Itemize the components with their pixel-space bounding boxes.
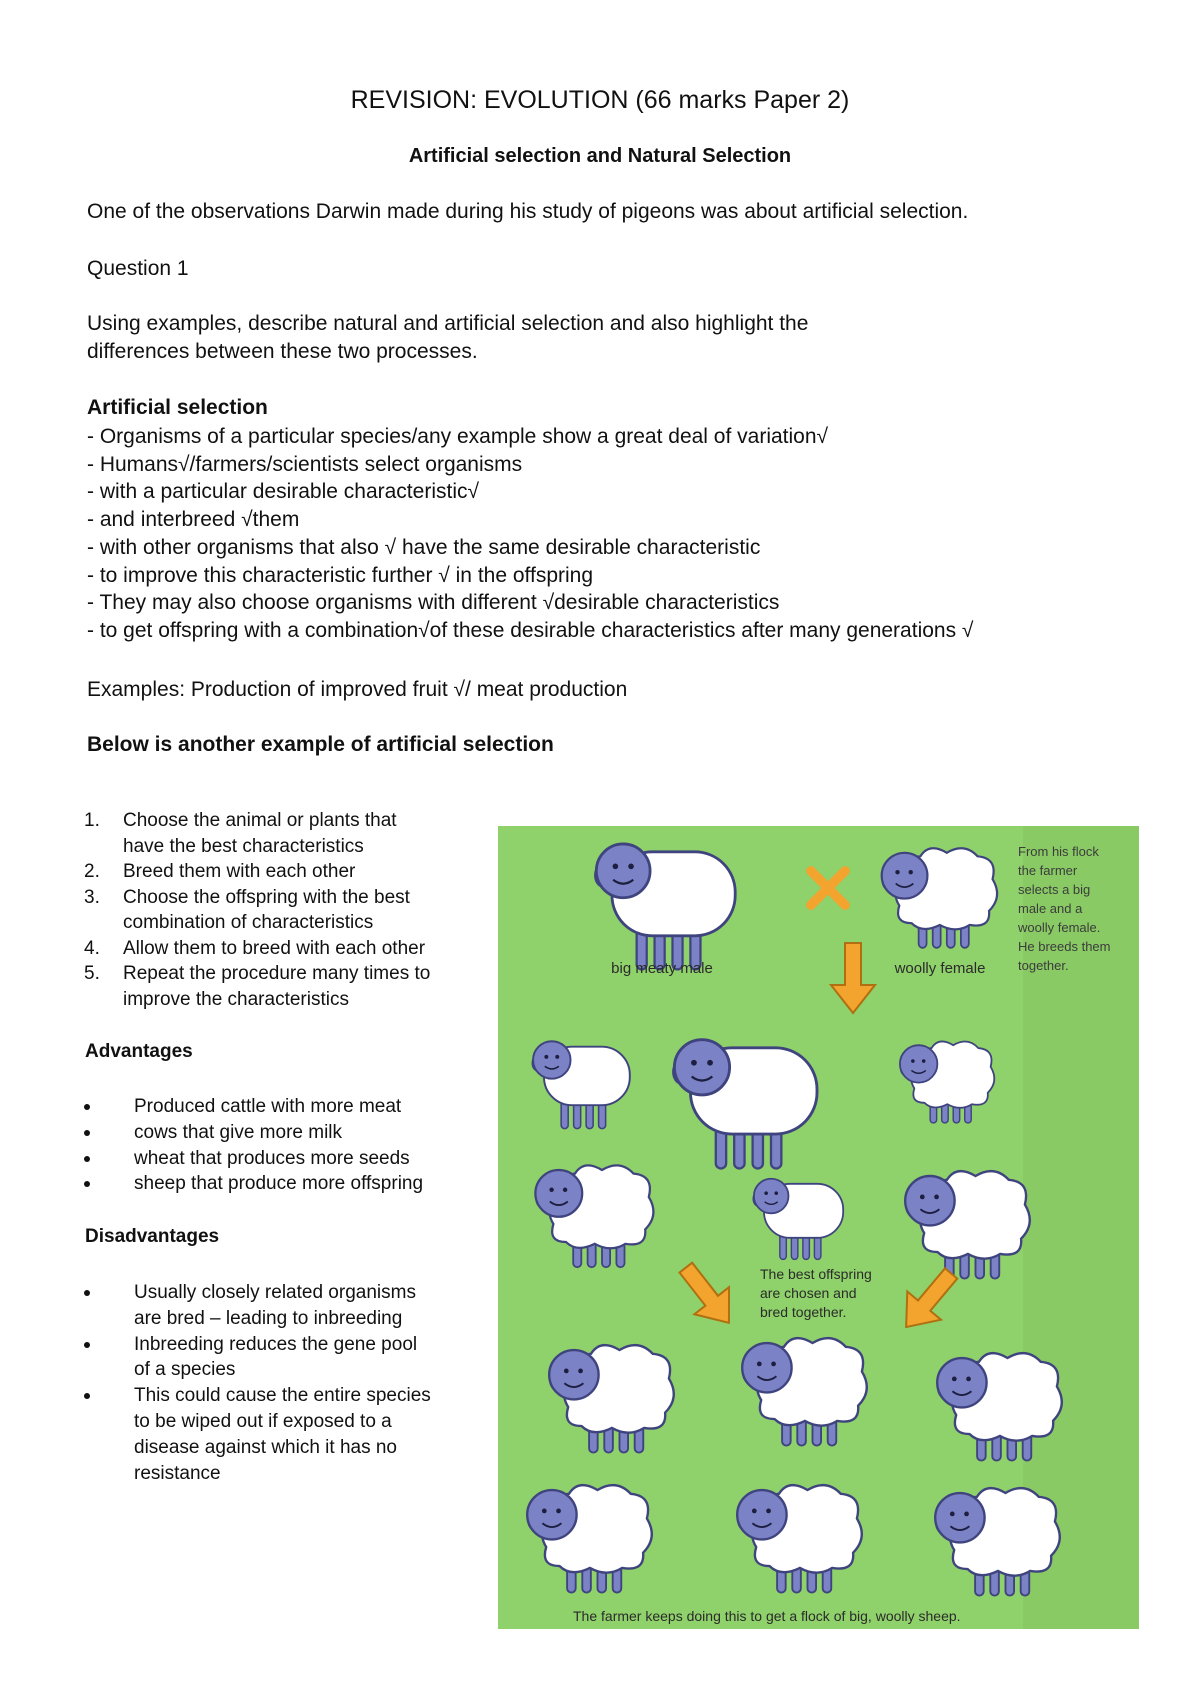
disadvantage-item xyxy=(84,1383,484,1486)
steps-list xyxy=(84,808,504,1012)
bullet-icon xyxy=(84,1393,90,1399)
step-item xyxy=(84,936,504,962)
advantage-text: wheat that produces more seeds xyxy=(134,1147,410,1169)
best-offspring-line: bred together. xyxy=(760,1304,847,1320)
question-line-1: Using examples, describe natural and artificial selection and also highlight the xyxy=(87,312,809,335)
page-title: REVISION: EVOLUTION (66 marks Paper 2) xyxy=(350,86,850,114)
step-number: 1. xyxy=(84,810,100,831)
point-line: - Organisms of a particular species/any example show a great deal of variation√ xyxy=(87,425,829,448)
disadvantage-text: Usually closely related organisms xyxy=(134,1282,416,1303)
step-text: have the best characteristics xyxy=(123,835,364,857)
farmer-note-line: woolly female. xyxy=(1018,920,1101,935)
advantage-item xyxy=(84,1171,484,1197)
advantage-text: sheep that produce more offspring xyxy=(134,1173,424,1195)
question-text xyxy=(87,310,808,366)
advantages-heading: Advantages xyxy=(85,1041,193,1062)
step-item xyxy=(84,885,504,936)
step-text: Choose the offspring with the best xyxy=(123,886,410,908)
step-item xyxy=(84,859,504,885)
artificial-selection-heading: Artificial selection xyxy=(87,396,268,419)
point-line: - They may also choose organisms with different √desirable characteristics xyxy=(87,591,780,615)
step-item xyxy=(84,961,504,1012)
step-text: Allow them to breed with each other xyxy=(123,937,426,959)
bullet-icon xyxy=(84,1156,90,1162)
advantage-item xyxy=(84,1120,484,1146)
advantage-text: Produced cattle with more meat xyxy=(134,1096,402,1117)
step-text: improve the characteristics xyxy=(123,988,349,1010)
another-example-heading: Below is another example of artificial selection xyxy=(87,733,554,756)
bullet-icon xyxy=(84,1181,90,1187)
question-line-2: differences between these two processes. xyxy=(87,340,478,363)
disadvantage-text: are bred – leading to inbreeding xyxy=(134,1307,403,1329)
step-text: combination of characteristics xyxy=(123,912,374,933)
point-line: - and interbreed √them xyxy=(87,508,300,532)
point-line: - with other organisms that also √ have the same desirable characteristic xyxy=(87,535,761,559)
disadvantage-item xyxy=(84,1280,484,1332)
bullet-icon xyxy=(84,1342,90,1348)
disadvantage-text: of a species xyxy=(134,1359,236,1381)
point-line: - to improve this characteristic further √ in the offspring xyxy=(87,563,594,587)
point-line: - to get offspring with a combination√of these desirable characteristics after many generations √ xyxy=(87,618,974,642)
disadvantage-item xyxy=(84,1332,484,1384)
sheep-breeding-illustration xyxy=(498,826,1139,1629)
intro-paragraph: One of the observations Darwin made during his study of pigeons was about artificial selection. xyxy=(87,200,969,223)
examples-line: Examples: Production of improved fruit √/ meat production xyxy=(87,678,628,701)
bullet-icon xyxy=(84,1130,90,1136)
farmer-note-line: together. xyxy=(1018,958,1069,973)
farmer-note-line: male and a xyxy=(1018,901,1083,916)
illustration-caption: The farmer keeps doing this to get a flock of big, woolly sheep. xyxy=(573,1608,961,1624)
page-subtitle: Artificial selection and Natural Selection xyxy=(408,145,792,167)
artificial-selection-points xyxy=(87,423,973,645)
disadvantages-heading: Disadvantages xyxy=(85,1226,220,1247)
illustration-canvas xyxy=(498,826,1139,1629)
point-line: - with a particular desirable characteristic√ xyxy=(87,480,480,504)
step-text: Choose the animal or plants that xyxy=(123,810,397,831)
advantage-item xyxy=(84,1146,484,1172)
farmer-note-line: He breeds them xyxy=(1018,939,1111,954)
step-number: 5. xyxy=(84,963,100,984)
point-line: - Humans√/farmers/scientists select organisms xyxy=(87,452,523,476)
best-offspring-line: are chosen and xyxy=(760,1285,857,1301)
farmer-note-line: the farmer xyxy=(1018,863,1078,878)
advantages-list xyxy=(84,1094,484,1197)
disadvantage-text: to be wiped out if exposed to a xyxy=(134,1410,392,1432)
farmer-note-line: From his flock xyxy=(1018,844,1099,859)
step-number: 2. xyxy=(84,861,100,882)
advantage-text: cows that give more milk xyxy=(134,1121,343,1143)
advantage-item xyxy=(84,1094,484,1120)
bullet-icon xyxy=(84,1290,90,1296)
disadvantage-text: disease against which it has no xyxy=(134,1436,397,1458)
label-woolly-female: woolly female xyxy=(894,960,986,977)
step-text: Repeat the procedure many times to xyxy=(123,963,431,984)
best-offspring-line: The best offspring xyxy=(760,1266,872,1282)
step-number: 4. xyxy=(84,937,100,959)
question-label: Question 1 xyxy=(87,257,189,280)
step-item xyxy=(84,808,504,859)
label-big-meaty-male: big meaty male xyxy=(611,960,713,977)
step-number: 3. xyxy=(84,886,100,908)
step-text: Breed them with each other xyxy=(123,861,356,882)
disadvantage-text: resistance xyxy=(134,1462,221,1484)
disadvantage-text: Inbreeding reduces the gene pool xyxy=(134,1333,418,1355)
disadvantages-list xyxy=(84,1280,484,1486)
bullet-icon xyxy=(84,1104,90,1110)
farmer-note-line: selects a big xyxy=(1018,882,1091,897)
disadvantage-text: This could cause the entire species xyxy=(134,1385,431,1407)
